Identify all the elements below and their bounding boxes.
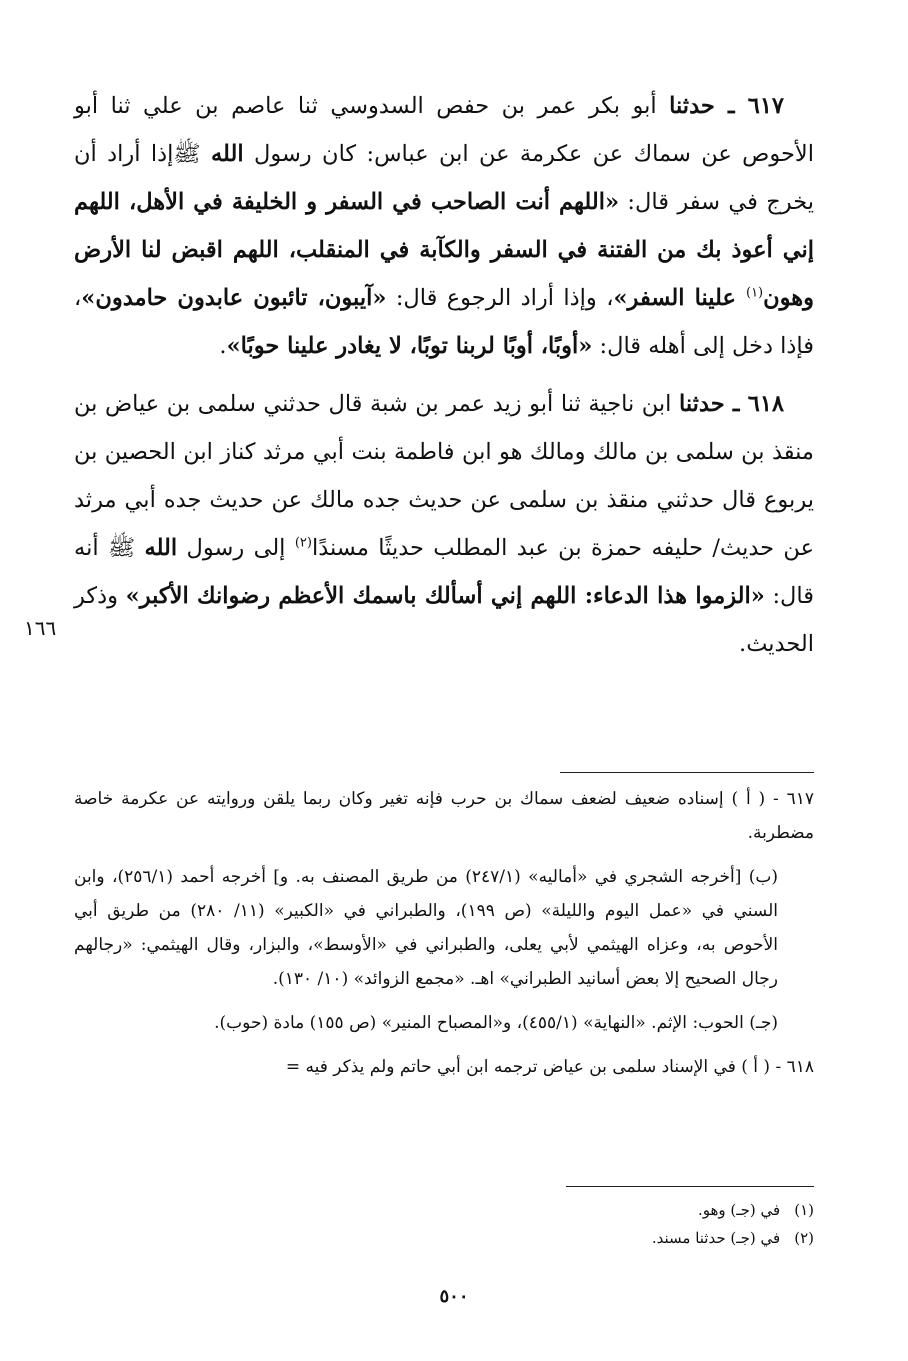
footnotes (400, 1196, 814, 1252)
body-text: ﷺ أنه قال: (74, 535, 814, 609)
note-617-a: ٦١٧ - ( أ ) إسناده ضعيف لضعف سماك بن حرب فإنه تغير وكان ربما يلقن وروايته عن عكرمة خاصة مضطربة. (74, 789, 814, 843)
hadith-618 (74, 380, 814, 668)
footnotes-divider (566, 1186, 814, 1187)
isnad-text: ابن ناجية ثنا أبو زيد عمر بن شبة قال حدثني سلمى بن عياض بن منقذ بن سلمى بن مالك ومالك هو ابن فاطمة بنت أبي مرثد كناز ابن الحصين بن يربوع قال حدثني منقذ بن سلمى عن حديث جده مالك عن حديث جده أبي مرثد عن حديث/ حليفه حمزة بن عبد المطلب حديثًا مسندًا (74, 391, 814, 561)
allah-word: الله (210, 141, 244, 167)
footnote-marker: (٢) (794, 1229, 814, 1247)
note-617-c: (جـ) الحوب: الإثم. «النهاية» (٤٥٥/١)، و«المصباح المنير» (ص ١٥٥) مادة (حوب). (214, 1013, 778, 1033)
commentary-notes (74, 782, 814, 1084)
body-text: ، وإذا أراد الرجوع قال: (386, 285, 614, 311)
manuscript-folio-number: ١٦٦ (24, 616, 57, 640)
dua-text: «اللهم أنت الصاحب في السفر و الخليفة في الأهل، اللهم إني أعوذ بك من الفتنة في السفر والكآبة في المنقلب، اللهم اقبض لنا الأرض وهون (74, 189, 815, 311)
page-number: ٥٠٠ (439, 1286, 469, 1307)
dua-text: «آيبون، تائبون عابدون حامدون» (81, 285, 387, 311)
note-617-b: (ب) [أخرجه الشجري في «أماليه» (٢٤٧/١) من طريق المصنف به. و] أخرجه أحمد (٢٥٦/١)، وابن السني في «عمل اليوم والليلة» (ص ١٩٩)، والطبراني في «الكبير» (١١/ ٢٨٠) من طريق أبي الأحوص به، وعزاه الهيثمي لأبي يعلى، والطبراني في «الأوسط»، والبزار، وقال الهيثمي: «رجالهم رجال الصحيح إلا بعض أسانيد الطبراني» اهـ. «مجمع الزوائد» (١٠/ ١٣٠). (74, 867, 779, 989)
dua-text: «أوبًا، أوبًا لربنا توبًا، لا يغادر علينا حوبًا» (226, 333, 593, 359)
main-text (74, 82, 814, 678)
footnote-item (400, 1196, 814, 1224)
dua-text: «الزموا هذا الدعاء: اللهم إني أسألك باسمك الأعظم رضوانك الأكبر» (125, 583, 765, 609)
note-618-a: ٦١٨ - ( أ ) في الإسناد سلمى بن عياض ترجمه ابن أبي حاتم ولم يذكر فيه = (285, 1057, 814, 1077)
footnote-text: في (جـ) حدثنا مسند. (651, 1229, 781, 1247)
allah-word: الله (144, 535, 178, 561)
isnad-text: ﷺإذا أراد أن يخرج في سفر قال: (74, 141, 814, 215)
footnote-text: في (جـ) وهو. (697, 1201, 781, 1219)
footnote-marker: (١) (794, 1201, 814, 1219)
hadith-number: ٦١٨ ـ حدثنا (679, 391, 784, 417)
footnote-ref-2[interactable]: (٢) (294, 535, 312, 551)
hadith-number: ٦١٧ ـ حدثنا (669, 93, 785, 119)
body-text: إلى رسول (177, 535, 295, 561)
notes-divider (560, 772, 814, 773)
footnote-ref-1[interactable]: (١) (745, 285, 764, 301)
dua-text: علينا السفر» (613, 285, 746, 311)
body-text: وذكر الحديث. (74, 583, 814, 657)
body-text: ، فإذا دخل إلى أهله قال: (74, 285, 814, 359)
footnote-item (400, 1224, 814, 1252)
body-text: . (219, 333, 227, 359)
isnad-text: أبو بكر عمر بن حفص السدوسي ثنا عاصم بن علي ثنا أبو الأحوص عن سماك عن عكرمة عن ابن عباس: كان رسول (74, 93, 814, 167)
hadith-617 (74, 82, 814, 370)
